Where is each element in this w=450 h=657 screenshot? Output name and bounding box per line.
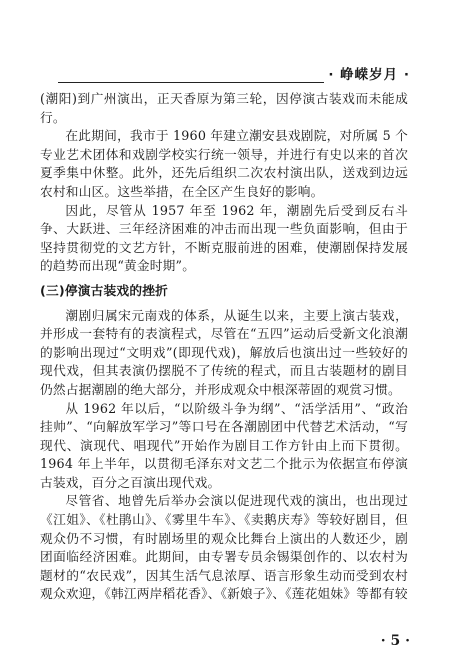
paragraph: 尽管省、地曾先后举办会演以促进现代戏的演出，也出现过《江姐》、《杜鹃山》、《雾里牛车》、《卖鹅庆寿》等较好剧目，但观众仍不习惯，有时剧场里的观众比舞台上演出的人数还少，剧团面临经济困难。此期间，由专署专员余锡渠创作的、以农村为题材的“农民戏”，因其生活气息浓厚、语言形象生动而受到农村观众欢迎，《韩江两岸稻花香》、《新娘子》、《莲花姐妹》等都有较 (40, 493, 408, 602)
paragraph-continuation: (潮阳)到广州演出，正天香原为第三轮，因停演古装戏而未能成行。 (40, 91, 408, 125)
paragraph: 在此期间，我市于 1960 年建立潮安县戏剧院，对所属 5 个专业艺术团体和戏剧学校实行统一领导，并进行有史以来的首次夏季集中休整。此外，还先后组织二次农村演出队，送戏到边远农村和山区。这些举措，在全区产生良好的影响。 (40, 128, 408, 199)
paragraph: 潮剧归属宋元南戏的体系，从诞生以来，主要上演古装戏，并形成一套特有的表演程式，尽管在“五四”运动后受新文化浪潮的影响出现过“文明戏”(即现代戏)，解放后也演出过一些较好的现代戏，但其表演仍摆脱不了传统的程式，而且古装题材的剧目仍然占据潮剧的绝大部分，并形成观众中根深蒂固的观赏习惯。 (40, 307, 408, 397)
section-heading: (三)停演古装戏的挫折 (40, 282, 168, 298)
paragraph: 因此，尽管从 1957 年至 1962 年，潮剧先后受到反右斗争、大跃进、三年经济困难的冲击而出现一些负面影响，但由于坚持贯彻党的文艺方针，不断克服前进的困难，使潮剧保持发展的趋势而出现“黄金时期”。 (40, 202, 408, 274)
body-text (40, 90, 408, 604)
page-number: · 5 · (380, 633, 410, 649)
paragraph: 从 1962 年以后，“以阶级斗争为纲”、“活学活用”、“政治挂帅”、“向解放军学习”等口号在各潮剧团中代替艺术活动，“写现代、演现代、唱现代”开始作为剧目工作方针由上而下贯彻。1964 年上半年，以贯彻毛泽东对文艺二个批示为依据宣布停演古装戏，百分之百演出现代戏。 (40, 400, 408, 490)
running-header: · 峥嵘岁月 · (324, 63, 410, 83)
